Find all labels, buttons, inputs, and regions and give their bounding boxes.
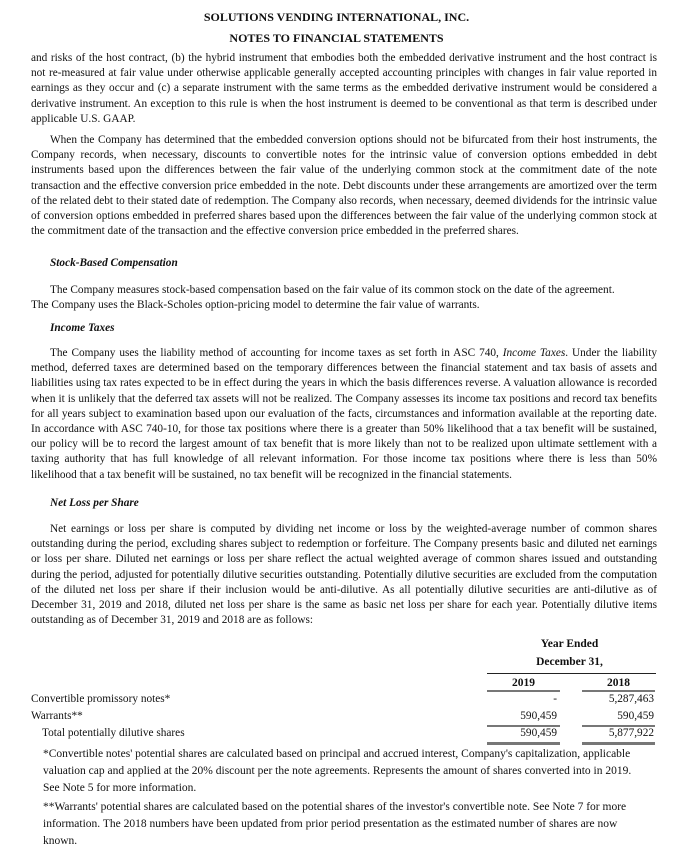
table-header-rule (487, 673, 656, 674)
heading-stock-based-compensation: Stock-Based Compensation (50, 257, 178, 269)
paragraph-net-loss-per-share: Net earnings or loss per share is computed by dividing net income or loss by the weighted-average number of common shares outstanding during the period, excluding shares subject to redemption or forfeiture. The Company presents basic and diluted net earnings or loss per share. Diluted net earnings or loss per share reflect the actual weighted average of common shares issued and outstanding during the period, adjusted for potentially dilutive securities outstanding. Potentially dilutive securities are excluded from the computation of the diluted net loss per share if their inclusion would be anti-dilutive. As all potentially dilutive securities are anti-dilutive as of December 31, 2019 and 2018, diluted net loss per share is the same as basic net loss per share for each year. Potentially dilutive items outstanding as of December 31, 2019 and 2018 are as follows: (31, 523, 657, 627)
income-taxes-italic-ref: Income Taxes (502, 347, 566, 359)
cell-2018: 590,459 (617, 710, 654, 722)
column-header-2019: 2019 (512, 677, 535, 689)
table-header-year-ended: Year Ended (540, 638, 599, 650)
table-header-december: December 31, (536, 656, 603, 668)
footnote-warrants: **Warrants' potential shares are calculated based on the potential shares of the investor's convertible note. See Note 7 for more information. The 2018 numbers have been updated from prior period presentation as the estimated number of shares are now known. (43, 801, 627, 847)
row-label: Total potentially dilutive shares (42, 727, 185, 739)
cell-2018: 5,877,922 (608, 727, 654, 739)
cell-2019: 590,459 (520, 710, 557, 722)
total-double-rule (582, 742, 655, 745)
heading-income-taxes: Income Taxes (50, 322, 115, 334)
total-double-rule (487, 742, 560, 745)
cell-2019: 590,459 (520, 727, 557, 739)
stock-comp-line-1: The Company measures stock-based compensation based on the fair value of its common stock on the date of the agreement. (50, 284, 615, 296)
footnote-convertible-notes: *Convertible notes' potential shares are calculated based on principal and accrued interest, Company's capitalization, applicable valuation cap and applied at the 20% discount per the note agreements. Represents the amount of shares converted into in 2019. See Note 5 for more information. (43, 748, 632, 794)
paragraph-income-taxes (31, 346, 657, 483)
paragraph-embedded-derivative: and risks of the host contract, (b) the hybrid instrument that embodies both the embedded derivative instrument and the host contract is not re-measured at fair value under otherwise applicable generally accepted accounting principles with changes in fair value reported in earnings as they occur and (c) a separate instrument with the same terms as the embedded derivative instrument would be considered a derivative instrument. An exception to this rule is when the host instrument is deemed to be conventional as that term is described under applicable U.S. GAAP. (31, 52, 657, 125)
cell-2018: 5,287,463 (608, 693, 654, 705)
heading-net-loss-per-share: Net Loss per Share (50, 497, 139, 509)
page-subtitle: NOTES TO FINANCIAL STATEMENTS (229, 31, 444, 45)
paragraph-conversion-options: When the Company has determined that the embedded conversion options should not be bifurcated from their host instruments, the Company records, when necessary, discounts to convertible notes for the intrinsic value of conversion options embedded in debt instruments based upon the differences between the fair value of the underlying common stock at the commitment date of the note transaction and the effective conversion price embedded in the note. Debt discounts under these arrangements are amortized over the term of the related debt to their stated date of redemption. The Company also records, when necessary, deemed dividends for the intrinsic value of conversion options embedded in preferred shares based upon the differences between the fair value of the underlying common stock at the commitment date of the transaction and the effective conversion price embedded in the preferred shares. (31, 134, 657, 238)
column-header-2018: 2018 (607, 677, 630, 689)
income-taxes-text-a: The Company uses the liability method of accounting for income taxes as set forth in ASC 740, (50, 347, 503, 359)
income-taxes-text-b: . Under the liability method, deferred taxes are determined based on the temporary differences between the financial statement and tax basis of assets and liabilities using tax rates expected to be in effect during the years in which the basis differences reverse. A valuation allowance is recorded when it is unlikely that the deferred tax assets will not be realized. The Company assesses its income tax positions and record tax benefits for all years subject to examination based upon our evaluation of the facts, circumstances and information available at the reporting date. In accordance with ASC 740-10, for those tax positions where there is a greater than 50% likelihood that a tax benefit will be sustained, our policy will be to record the largest amount of tax benefit that is more likely than not to be realized upon ultimate settlement with a taxing authority that has full knowledge of all relevant information. For those income tax positions where there is less than 50% likelihood that a tax benefit will be sustained, no tax benefit will be recognized in the financial statements. (31, 347, 657, 481)
row-label: Convertible promissory notes* (31, 693, 171, 705)
stock-comp-line-2: The Company uses the Black-Scholes option-pricing model to determine the fair value of warrants. (31, 299, 480, 312)
paragraph-stock-based-compensation (31, 283, 671, 313)
row-label: Warrants** (31, 710, 83, 722)
company-title: SOLUTIONS VENDING INTERNATIONAL, INC. (203, 10, 470, 24)
cell-2019: - (553, 693, 557, 705)
